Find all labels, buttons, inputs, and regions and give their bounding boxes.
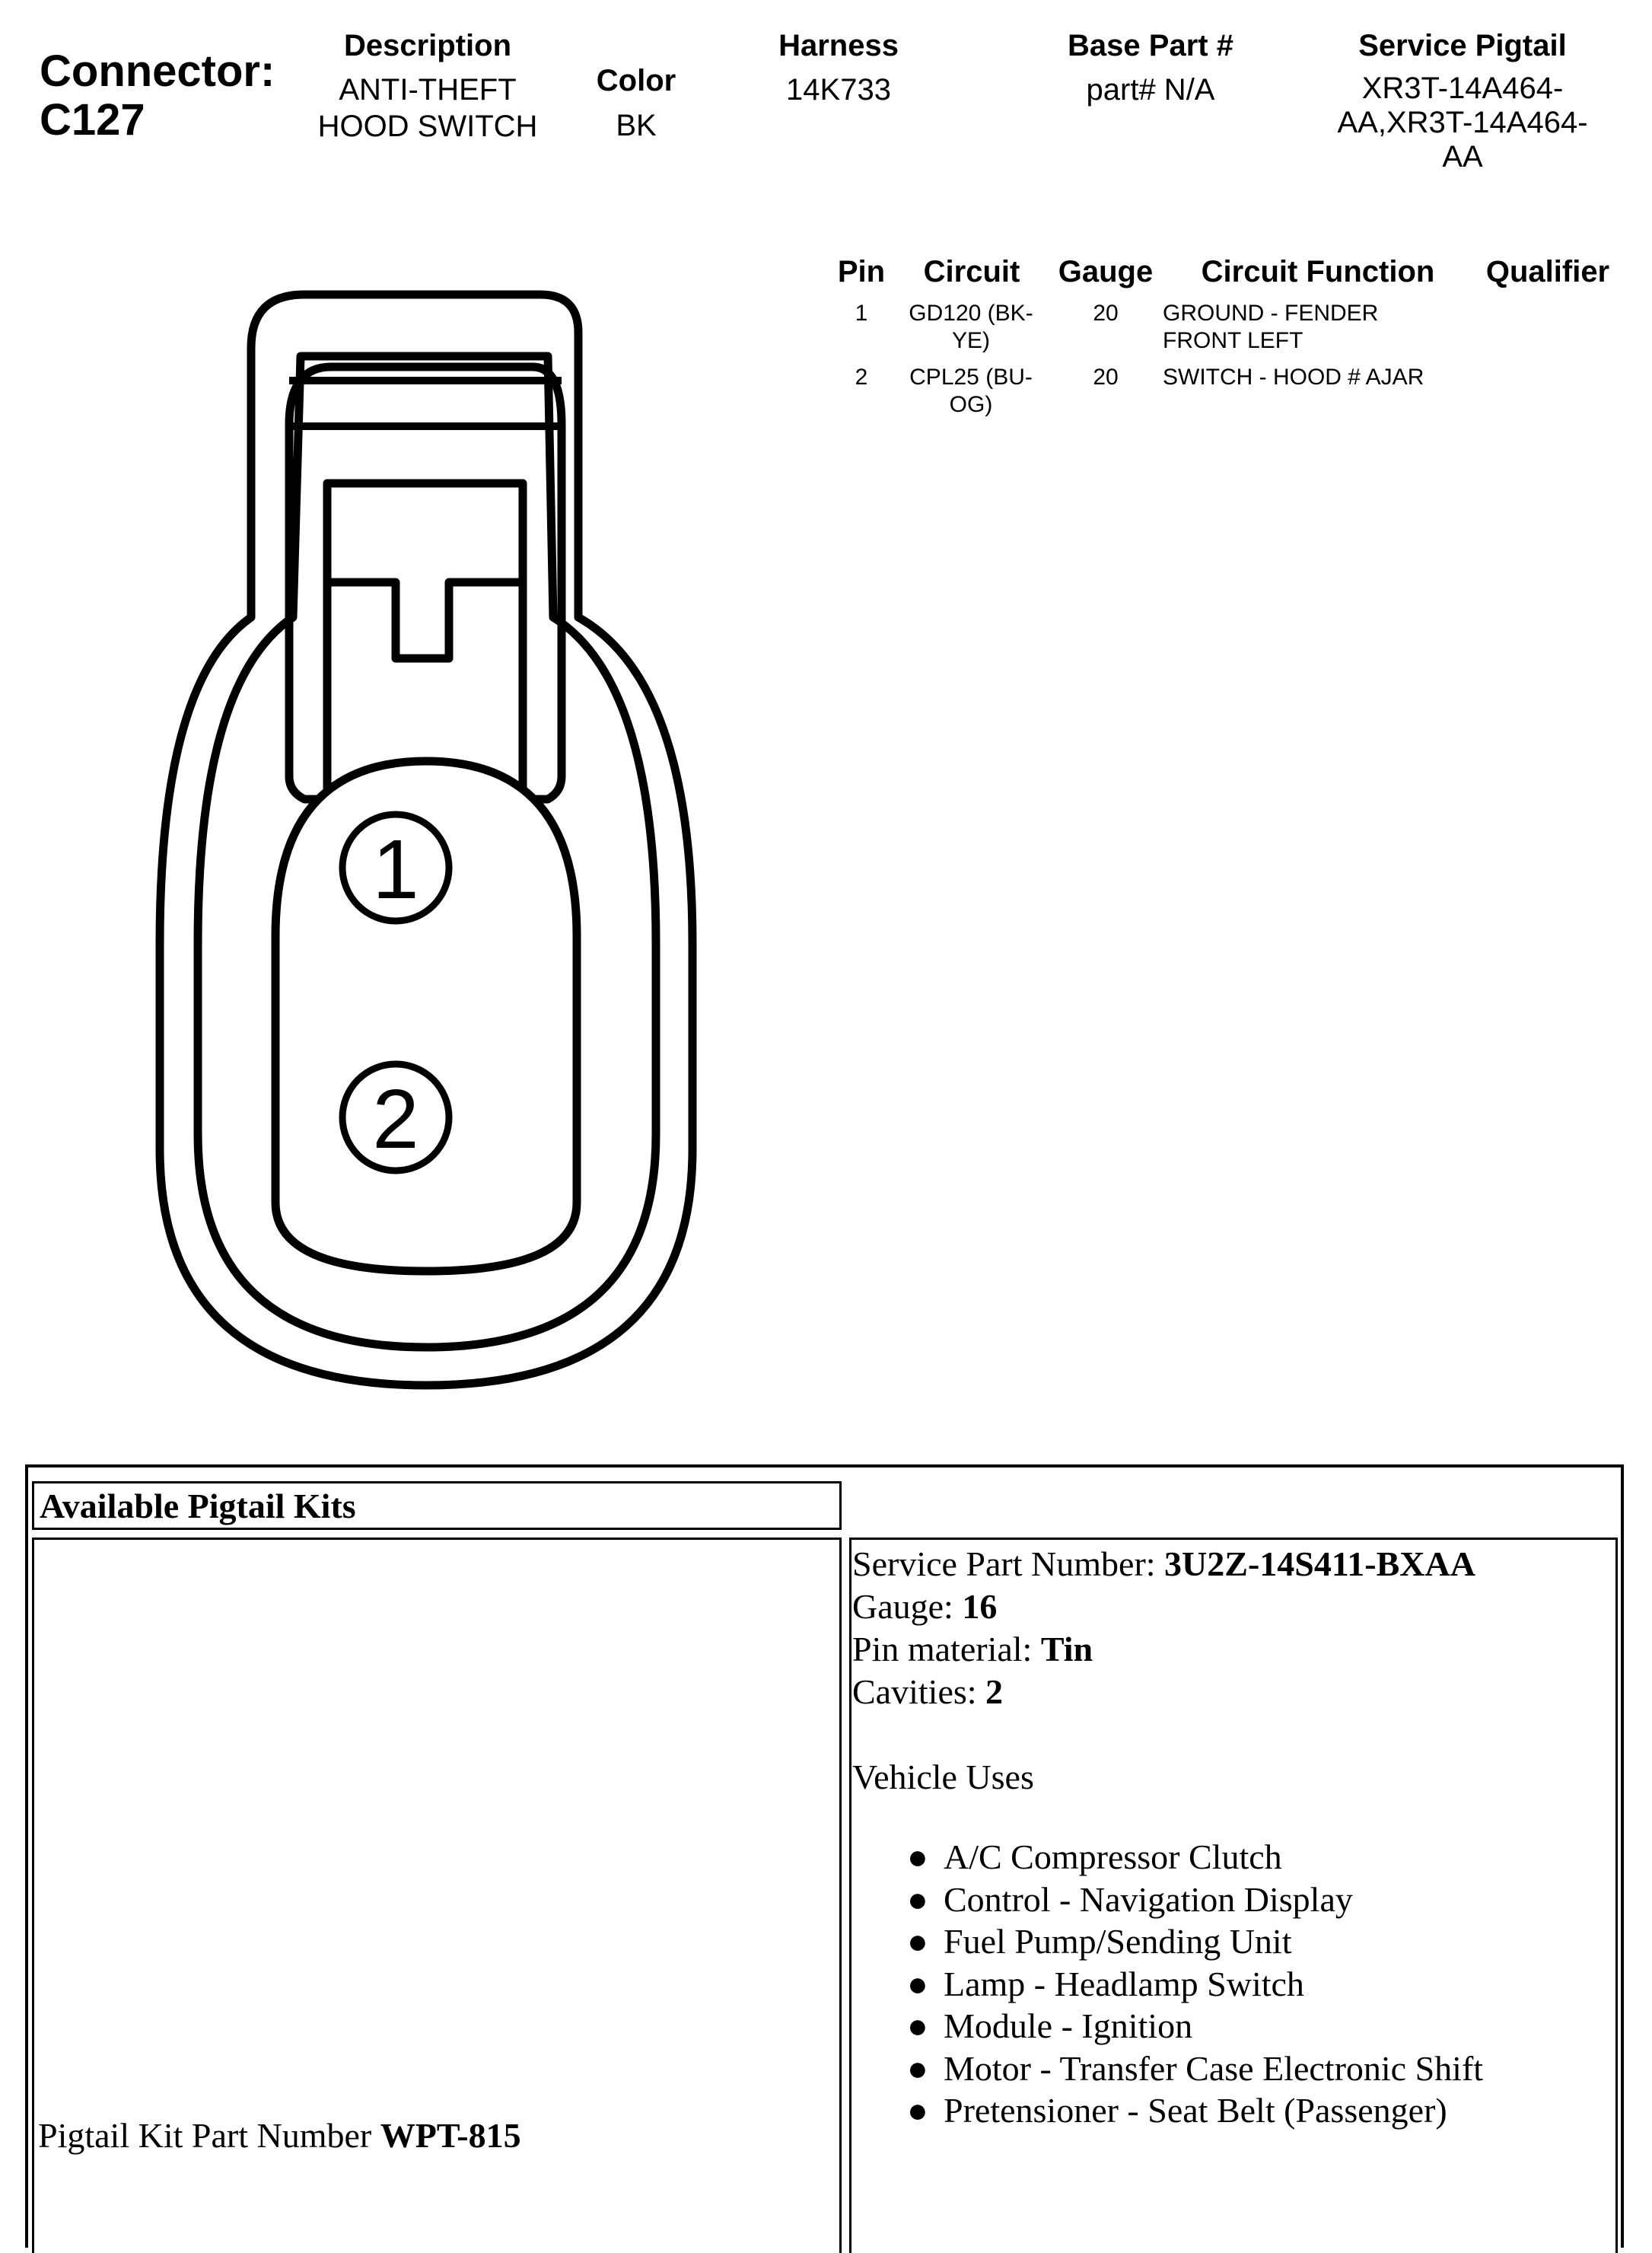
- service-pigtail-label: Service Pigtail: [1358, 29, 1567, 62]
- service-pigtail-line-2: AA,XR3T-14A464-: [1337, 106, 1588, 139]
- connector-title: [40, 47, 275, 145]
- connector-id: C127: [40, 95, 145, 145]
- base-part-label: Base Part #: [1068, 29, 1233, 62]
- connector-title-label: Connector:: [40, 46, 275, 96]
- qualifier-column-header: Qualifier: [1485, 255, 1610, 288]
- description-line-2: HOOD SWITCH: [317, 110, 538, 143]
- harness-value: 14K733: [786, 73, 891, 107]
- list-item: ● Control - Navigation Display: [907, 1879, 1483, 1921]
- pin-number: 2: [855, 365, 868, 390]
- harness-label: Harness: [778, 29, 899, 62]
- gauge-line: [852, 1585, 1475, 1628]
- gauge-value: 16: [962, 1587, 998, 1626]
- pigtail-kits-header: Available Pigtail Kits: [40, 1487, 356, 1525]
- circuit-line-2: OG): [949, 392, 993, 417]
- cavities-label: Cavities:: [852, 1672, 986, 1711]
- vehicle-uses-list: [907, 1836, 1483, 2132]
- color-label: Color: [596, 64, 676, 97]
- service-pigtail-value: [1303, 72, 1622, 174]
- circuit-value: [895, 364, 1047, 419]
- circuit-function-value: [1163, 364, 1467, 391]
- service-part-value: 3U2Z-14S411-BXAA: [1164, 1544, 1475, 1583]
- pin-material-value: Tin: [1040, 1630, 1093, 1668]
- connector-face-diagram: [145, 282, 708, 1408]
- gauge-value: 20: [1093, 365, 1119, 390]
- vehicle-uses-label: Vehicle Uses: [852, 1757, 1034, 1796]
- list-item: ● Pretensioner - Seat Belt (Passenger): [907, 2089, 1483, 2132]
- description-label: Description: [343, 29, 512, 62]
- cavities-line: [852, 1671, 1475, 1713]
- list-item: ● Module - Ignition: [907, 2005, 1483, 2047]
- circuit-value: [895, 300, 1047, 355]
- pigtail-kit-part-number: [38, 2114, 521, 2157]
- description-value: [298, 72, 557, 145]
- list-item: ● Motor - Transfer Case Electronic Shift: [907, 2047, 1483, 2090]
- color-value: BK: [616, 109, 657, 142]
- description-line-1: ANTI-THEFT: [339, 73, 517, 107]
- pigtail-kit-details: [852, 1543, 1475, 1799]
- gauge-label: Gauge:: [852, 1587, 963, 1626]
- circuit-function-line-1: SWITCH - HOOD # AJAR: [1163, 365, 1424, 390]
- bullet-icon: ●: [907, 1922, 928, 1961]
- bullet-icon: ●: [907, 2006, 928, 2045]
- service-pigtail-line-3: AA: [1442, 140, 1483, 174]
- base-part-value: part# N/A: [1086, 73, 1215, 107]
- circuit-function-value: [1163, 300, 1467, 355]
- pin-material-line: [852, 1628, 1475, 1671]
- service-part-number-line: [852, 1543, 1475, 1585]
- latch-nub: [327, 582, 523, 658]
- circuit-function-line-2: FRONT LEFT: [1163, 328, 1303, 353]
- service-part-label: Service Part Number:: [852, 1544, 1165, 1583]
- kit-part-value: WPT-815: [380, 2116, 521, 2155]
- list-item: ● Lamp - Headlamp Switch: [907, 1963, 1483, 2006]
- circuit-function-column-header: Circuit Function: [1201, 255, 1435, 288]
- circuit-column-header: Circuit: [923, 255, 1020, 288]
- bullet-icon: ●: [907, 2091, 928, 2130]
- circuit-function-line-1: GROUND - FENDER: [1163, 301, 1379, 326]
- gauge-column-header: Gauge: [1058, 255, 1154, 288]
- service-pigtail-line-1: XR3T-14A464-: [1361, 72, 1564, 105]
- bullet-icon: ●: [907, 1837, 928, 1876]
- cavity-area: [275, 761, 577, 1271]
- pin-number: 1: [855, 301, 868, 326]
- cavities-value: 2: [985, 1672, 1004, 1711]
- bullet-icon: ●: [907, 1879, 928, 1919]
- bullet-icon: ●: [907, 1964, 928, 2003]
- list-item: ● A/C Compressor Clutch: [907, 1836, 1483, 1879]
- latch-lever: [327, 483, 523, 788]
- gauge-value: 20: [1093, 301, 1119, 326]
- cavity-2-label: 2: [372, 1072, 419, 1166]
- pin-material-label: Pin material:: [852, 1630, 1041, 1668]
- cavity-1-label: 1: [372, 823, 419, 916]
- kit-part-label: Pigtail Kit Part Number: [38, 2116, 380, 2155]
- circuit-line-1: GD120 (BK-: [909, 301, 1033, 326]
- circuit-line-1: CPL25 (BU-: [909, 365, 1033, 390]
- bullet-icon: ●: [907, 2048, 928, 2088]
- list-item: ● Fuel Pump/Sending Unit: [907, 1920, 1483, 1963]
- circuit-line-2: YE): [951, 328, 990, 353]
- pin-column-header: Pin: [837, 255, 886, 288]
